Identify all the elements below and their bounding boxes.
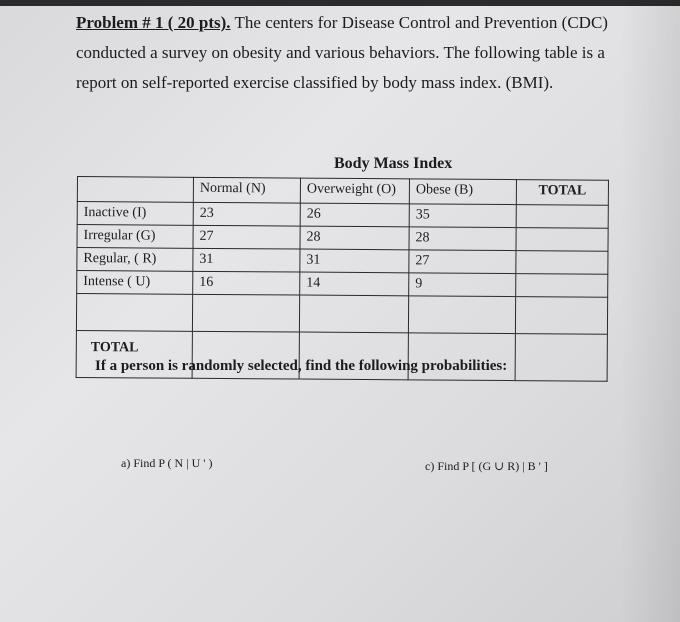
table-header-row	[77, 177, 608, 206]
problem-statement	[76, 8, 646, 98]
problem-heading: Problem # 1 ( 20 pts).	[76, 13, 231, 32]
row-label: Irregular (G)	[77, 225, 193, 249]
cell-total	[516, 205, 608, 229]
blank-cell	[515, 297, 607, 335]
cell-normal: 31	[193, 248, 300, 272]
part-c: c) Find P [ (G ∪ R) | B ' ]	[425, 459, 548, 473]
blank-cell	[192, 294, 299, 332]
cell-obese: 28	[409, 227, 516, 251]
cell-obese: 9	[409, 273, 516, 297]
cell-total	[516, 274, 608, 298]
question-text: If a person is randomly selected, find the following probabilities:	[95, 358, 508, 374]
header-overweight: Overweight (O)	[300, 178, 409, 204]
cell-overweight: 26	[300, 203, 409, 227]
blank-cell	[76, 294, 192, 332]
total-row-label: TOTAL	[76, 330, 192, 378]
cell-total	[516, 228, 608, 252]
problem-text: The centers for Disease Control and Prevention (CDC) conducted a survey on obesity and various behaviors. The following table is a report on self-reported exercise classified by body mass index. (BMI).	[76, 13, 608, 92]
row-label: Intense ( U)	[77, 271, 193, 295]
cell-overweight: 14	[300, 272, 409, 296]
table-title: Body Mass Index	[334, 155, 453, 172]
header-cell-empty	[77, 177, 193, 203]
table-row-blank	[76, 294, 607, 335]
cell-obese: 35	[409, 204, 516, 228]
screen-top-edge	[0, 0, 680, 6]
row-label: Regular, ( R)	[77, 248, 193, 272]
blank-cell	[299, 295, 408, 333]
cell-obese: 27	[409, 250, 516, 274]
part-a: a) Find P ( N | U ' )	[121, 456, 213, 470]
bmi-table	[76, 176, 609, 382]
cell-normal: 27	[193, 225, 300, 249]
header-obese: Obese (B)	[409, 179, 516, 205]
cell-normal: 23	[193, 202, 300, 226]
cell-overweight: 31	[300, 249, 409, 273]
cell-normal: 16	[193, 271, 300, 295]
row-label: Inactive (I)	[77, 202, 193, 226]
total-cell	[515, 334, 607, 382]
cell-total	[516, 251, 608, 275]
header-normal: Normal (N)	[193, 177, 300, 203]
blank-cell	[408, 296, 515, 334]
cell-overweight: 28	[300, 226, 409, 250]
header-total: TOTAL	[516, 180, 608, 206]
